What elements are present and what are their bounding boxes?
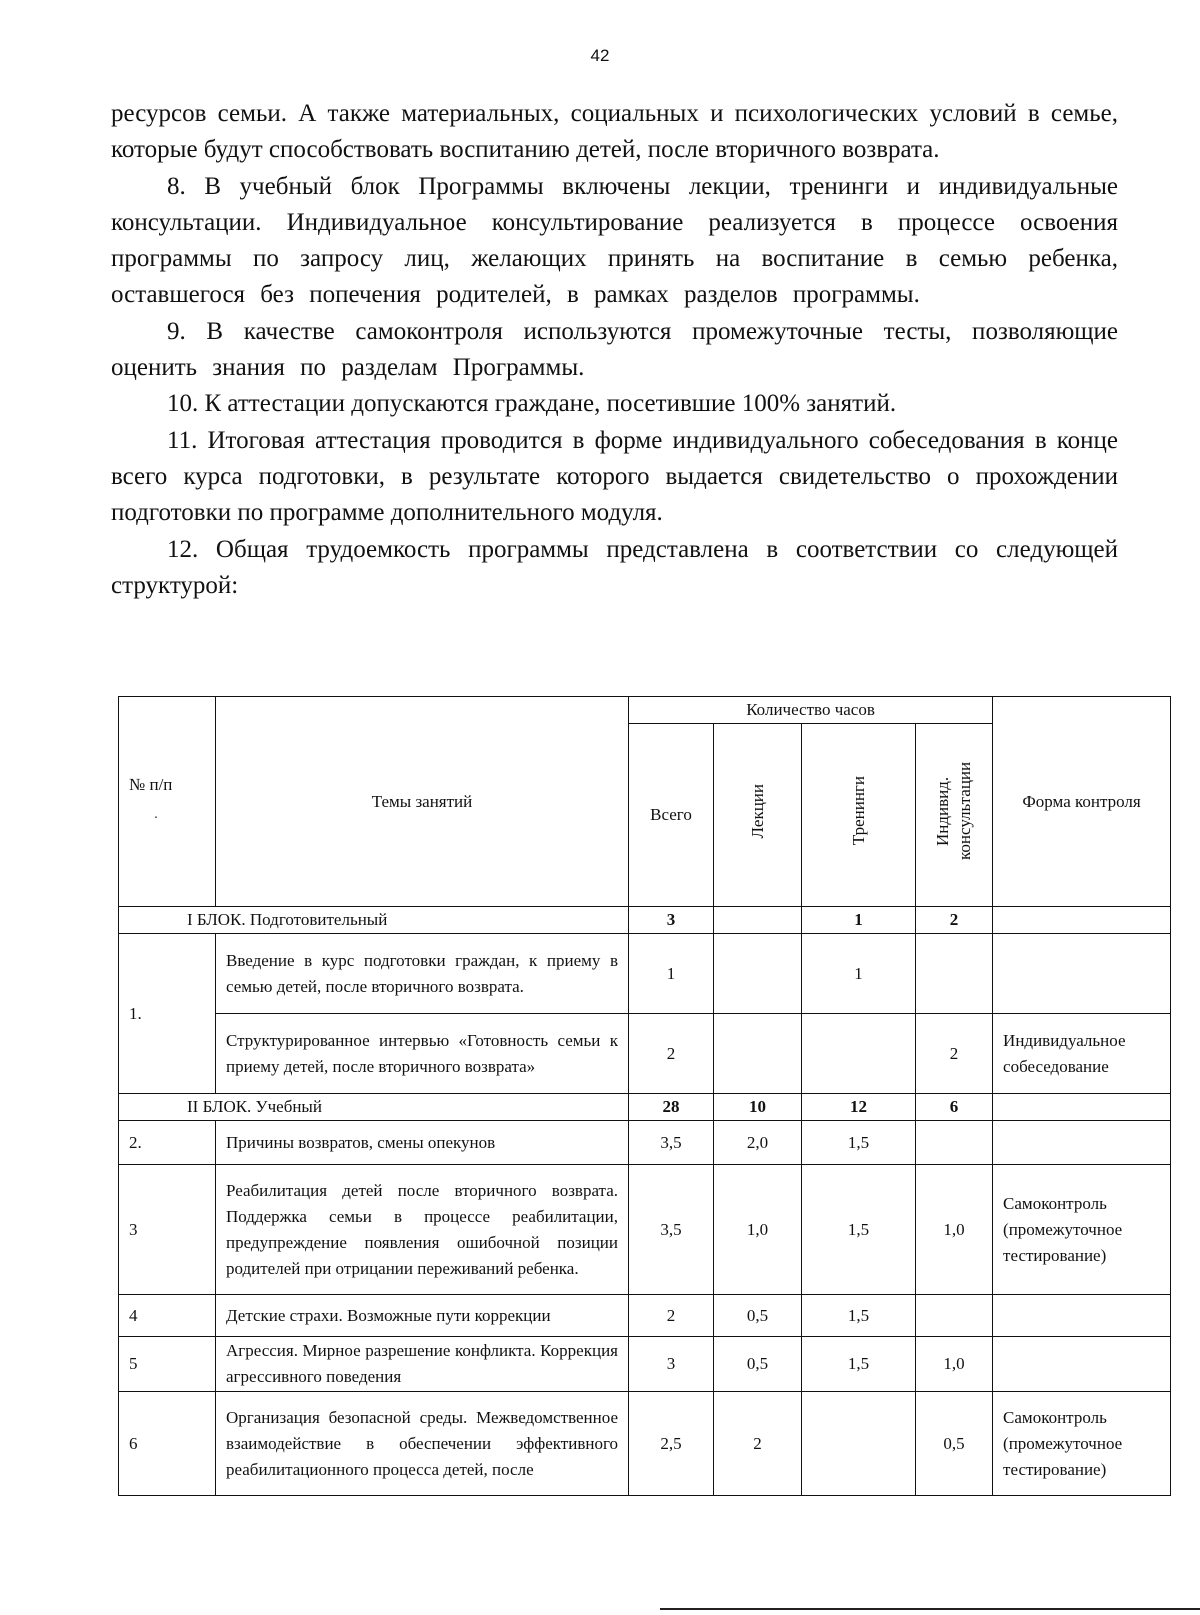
row-5-lectures: 0,5 bbox=[714, 1337, 802, 1392]
block-1-trainings: 1 bbox=[802, 907, 916, 934]
row-4-control bbox=[993, 1295, 1171, 1337]
row-4-total: 2 bbox=[629, 1295, 714, 1337]
header-lectures bbox=[714, 724, 802, 907]
row-1b-trainings bbox=[802, 1014, 916, 1094]
paragraph-10: 10. К аттестации допускаются граждане, посетившие 100% занятий. bbox=[167, 390, 897, 418]
row-3-trainings: 1,5 bbox=[802, 1165, 916, 1295]
table-row bbox=[119, 1121, 1171, 1165]
row-5-trainings: 1,5 bbox=[802, 1337, 916, 1392]
row-4-num: 4 bbox=[119, 1295, 216, 1337]
row-6-control: Самоконтроль (промежуточное тестирование) bbox=[993, 1392, 1171, 1496]
row-6-individual: 0,5 bbox=[916, 1392, 993, 1496]
row-2-num: 2. bbox=[119, 1121, 216, 1165]
row-6-trainings bbox=[802, 1392, 916, 1496]
row-1b-control: Индивидуальное собеседование bbox=[993, 1014, 1171, 1094]
row-4-trainings: 1,5 bbox=[802, 1295, 916, 1337]
header-topic: Темы занятий bbox=[216, 697, 629, 907]
row-1b-lectures bbox=[714, 1014, 802, 1094]
block-2-total: 28 bbox=[629, 1094, 714, 1121]
paragraph-8: 8. В учебный блок Программы включены лекции, тренинги и индивидуальные консультации. Индивидуальное консультирование реализуется в процессе освоения программы по запросу лиц, желающих принять на воспитание в семью ребенка, оставшегося без попечения родителей, в рамках разделов программы. bbox=[111, 172, 1118, 309]
row-2-total: 3,5 bbox=[629, 1121, 714, 1165]
header-individual-label: Индивид. консультации bbox=[933, 761, 975, 861]
paragraph-intro: ресурсов семьи. А также материальных, социальных и психологических условий в семье, которые будут способствовать воспитанию детей, после вторичного возврата. bbox=[111, 100, 1118, 164]
page-number: 42 bbox=[590, 46, 610, 65]
header-lectures-label: Лекции bbox=[747, 783, 767, 839]
page-bottom-rule bbox=[660, 1608, 1200, 1610]
row-4-lectures: 0,5 bbox=[714, 1295, 802, 1337]
row-5-individual: 1,0 bbox=[916, 1337, 993, 1392]
body-text bbox=[111, 96, 1118, 604]
row-3-individual: 1,0 bbox=[916, 1165, 993, 1295]
block-1-individual: 2 bbox=[916, 907, 993, 934]
row-6-topic: Организация безопасной среды. Межведомственное взаимодействие в обеспечении эффективного реабилитационного процесса детей, после bbox=[216, 1392, 629, 1496]
block-1-control bbox=[993, 907, 1171, 934]
block-1-row bbox=[119, 907, 1171, 934]
paragraph-12: 12. Общая трудоемкость программы представлена в соответствии со следующей структурой: bbox=[111, 535, 1118, 599]
paragraph-11: 11. Итоговая аттестация проводится в форме индивидуального собеседования в конце всего курса подготовки, в результате которого выдается свидетельство о прохождении подготовки по программе дополнительного модуля. bbox=[111, 426, 1118, 527]
table-row bbox=[119, 1295, 1171, 1337]
block-2-trainings: 12 bbox=[802, 1094, 916, 1121]
header-num-label: № п/п bbox=[129, 774, 173, 794]
row-6-total: 2,5 bbox=[629, 1392, 714, 1496]
block-1-lectures bbox=[714, 907, 802, 934]
row-1-num: 1. bbox=[119, 934, 216, 1094]
table-row bbox=[119, 1392, 1171, 1496]
row-3-num: 3 bbox=[119, 1165, 216, 1295]
table-row bbox=[119, 934, 1171, 1014]
paragraph-9: 9. В качестве самоконтроля используются промежуточные тесты, позволяющие оценить знания по разделам Программы. bbox=[111, 317, 1118, 382]
header-trainings-label: Тренинги bbox=[848, 776, 868, 846]
block-2-title: II БЛОК. Учебный bbox=[119, 1094, 629, 1121]
row-1b-total: 2 bbox=[629, 1014, 714, 1094]
header-control: Форма контроля bbox=[993, 697, 1171, 907]
row-4-topic: Детские страхи. Возможные пути коррекции bbox=[216, 1295, 629, 1337]
block-2-row bbox=[119, 1094, 1171, 1121]
table-row bbox=[119, 1165, 1171, 1295]
row-6-lectures: 2 bbox=[714, 1392, 802, 1496]
row-5-num: 5 bbox=[119, 1337, 216, 1392]
row-1a-trainings: 1 bbox=[802, 934, 916, 1014]
row-5-control bbox=[993, 1337, 1171, 1392]
row-2-control bbox=[993, 1121, 1171, 1165]
header-hours-group: Количество часов bbox=[629, 697, 993, 724]
row-1a-control bbox=[993, 934, 1171, 1014]
row-2-individual bbox=[916, 1121, 993, 1165]
row-1b-topic: Структурированное интервью «Готовность семьи к приему детей, после вторичного возврата» bbox=[216, 1014, 629, 1094]
header-total: Всего bbox=[629, 724, 714, 907]
row-2-trainings: 1,5 bbox=[802, 1121, 916, 1165]
table-header-row bbox=[119, 697, 1171, 724]
row-1a-topic: Введение в курс подготовки граждан, к приему в семью детей, после вторичного возврата. bbox=[216, 934, 629, 1014]
row-3-topic: Реабилитация детей после вторичного возврата. Поддержка семьи в процессе реабилитации, предупреждение появления ошибочной позиции родителей при отрицании переживаний ребенка. bbox=[216, 1165, 629, 1295]
row-2-topic: Причины возвратов, смены опекунов bbox=[216, 1121, 629, 1165]
header-num bbox=[119, 697, 216, 907]
row-5-total: 3 bbox=[629, 1337, 714, 1392]
hours-table bbox=[118, 696, 1171, 1496]
row-3-control: Самоконтроль (промежуточное тестирование) bbox=[993, 1165, 1171, 1295]
row-6-num: 6 bbox=[119, 1392, 216, 1496]
block-2-lectures: 10 bbox=[714, 1094, 802, 1121]
row-3-total: 3,5 bbox=[629, 1165, 714, 1295]
row-1a-total: 1 bbox=[629, 934, 714, 1014]
block-1-title: I БЛОК. Подготовительный bbox=[119, 907, 629, 934]
row-1a-individual bbox=[916, 934, 993, 1014]
row-3-lectures: 1,0 bbox=[714, 1165, 802, 1295]
row-5-topic: Агрессия. Мирное разрешение конфликта. Коррекция агрессивного поведения bbox=[216, 1337, 629, 1392]
row-1b-individual: 2 bbox=[916, 1014, 993, 1094]
row-2-lectures: 2,0 bbox=[714, 1121, 802, 1165]
header-individual bbox=[916, 724, 993, 907]
block-2-control bbox=[993, 1094, 1171, 1121]
header-trainings bbox=[802, 724, 916, 907]
row-4-individual bbox=[916, 1295, 993, 1337]
block-1-total: 3 bbox=[629, 907, 714, 934]
block-2-individual: 6 bbox=[916, 1094, 993, 1121]
header-dot: · bbox=[153, 810, 159, 826]
row-1a-lectures bbox=[714, 934, 802, 1014]
table-row bbox=[119, 1014, 1171, 1094]
table-row bbox=[119, 1337, 1171, 1392]
